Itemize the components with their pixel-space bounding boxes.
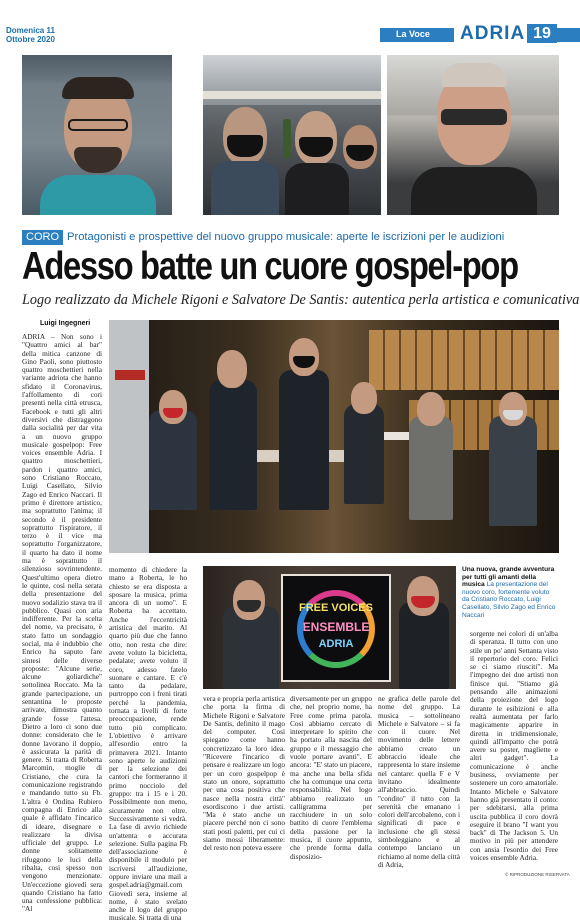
logo-poster-photo bbox=[203, 566, 456, 689]
logo-line-2: ENSEMBLE bbox=[302, 620, 370, 634]
body-column-5: ne grafica delle parole del nome del gruppo. La musica – sottolineano Michele e Salvatore – si fa con il cuore. Nel movimento delle lettere abbiamo creato un abbraccio ideale che rappresenta lo stare insieme nel cantare: quella F e V invitano idealmente all'abbraccio. Quindi "condito" il tutto con la serenità che emanano i colori dell'arcobaleno, con i significati di pace e inclusione che gli stessi simboleggiano e al contempo lanciano un richiamo al nome della città di Adria, bbox=[378, 694, 460, 869]
body-column-6: sorgente nei colori di un'alba di speranza. Il tutto con uno stile un po' anni Settanta visto il repertorio del coro. Felici se ci siamo riusciti". Ma l'impegno dei due artisti non finisce qui. "Stiamo già pensando alle animazioni della proiezione del logo durante le esibizioni e alla realtà aumentata per farlo magicamente apparire in diretta in tridimensionale, quindi all'impatto che potrà avere su poster, magliette e altri gadget". La comunicazione è anche business, ovviamente per sostenere un coro amatoriale. Intanto Michele e Salvatore hanno già presentato il conto: per sdebitarsi, alla prima uscita pubblica il coro dovrà eseguire il brano "I want you back" di The Jackson 5. Un motivo in più per attendere con ansia l'esordio dei Free voices ensemble Adria. bbox=[470, 629, 558, 863]
headline: Adesso batte un cuore gospel-pop bbox=[22, 245, 518, 288]
subheadline: Logo realizzato da Michele Rigoni e Salvatore De Santis: autentica perla artistica e comunicativa bbox=[22, 292, 580, 308]
body-column-1: ADRIA – Non sono i "Quattro amici al bar" della mitica canzone di Gino Paoli, sono piuttosto quattro moschettieri nella variante adriota che hanno sfidato il Coronavirus, l'affollamento di cori presenti nella città etrusca, Facebook e tutti gli altri diversivi che distraggono dalla socialità per dar vita a un nuovo gruppo musicale gospelpop: Free voices ensemble Adria. I quattro moschettieri, pardon i quattro amici, sono Cristiano Roccato, Luigi Casellato, Silvio Zago ed Enrico Naccari. Il primo è direttore artistico, ma soprattutto l'anima; il secondo è il presidente soprattutto l'ispiratore, il terzo è il vice ma soprattutto l'organizzatore, il quarto ha dato il nome ma è soprattutto il silenzioso sovrintendente. Quest'ultimo opera dietro le quinte, così nella serata della presentazione del nuovo sodalizio stava tra il pubblico. Quasi con aria indifferente. Per la scelta del nome, va precisato, è stato fatto un sondaggio social, ma è indubbio che Enrico ha saputo fare sintesi delle diverse proposte: "Alcune serie, alcune goliardiche" sottolinea Roccato. Ma la grande partecipazione, un sentantina le proposte arrivate, dimostra quanto grande fosse l'attesa. Dietro a loro ci sono due donne: considerato che le donne lavorano il doppio, è assicurata la parità di genere. Si tratta di Roberta Marcomin, moglie di Cristiano, che cura la comunicazione registrando e mandando tutto su Fb. L'altra è Ondina Rubiero compagna di Enrico alla quale è affidato l'incarico di ideare, disegnare e realizzare la divisa ufficiale del gruppo. Le donne solitamente rifuggono le luci della ribalta, così spesso non vengono menzionate. Un'eccezione giovedì sera quando Cristiano ha fatto una confessione pubblica: "Al bbox=[22, 332, 102, 914]
copyright-notice: © RIPRODUZIONE RISERVATA bbox=[505, 872, 570, 877]
photo-caption bbox=[462, 566, 558, 619]
article-kicker bbox=[22, 229, 504, 245]
caption-title: Una nuova, grande avventura per tutti gli amanti della musica bbox=[462, 566, 555, 589]
kicker-text: Protagonisti e prospettive del nuovo gruppo musicale: aperte le iscrizioni per le audizioni bbox=[67, 231, 505, 243]
body-column-3: vera e propria perla artistica che porta la firma di Michele Rigoni e Salvatore De Santis, definito il mago del computer. Così spiegano come hanno concretizzato la loro idea. "Ricevere l'incarico di pensare e realizzare un logo per un coro gospelpop è stato un onore, soprattutto per una cosa positiva che nasce nella nostra città" esordiscono i due artisti. "Ma è stato anche un piacere perché non ci sono stati posti paletti, per cui ci siamo mossi liberamente: del resto non poteva essere bbox=[203, 694, 285, 853]
section-tag: CORO bbox=[22, 230, 63, 245]
body-column-4: diversamente per un gruppo che, nel proprio nome, ha Free come prima parola. Così abbiamo cercato di interpretare lo spirito che ha portato alla nascita del gruppo e il messaggio che vuole portare avanti". E ancora: "E' stato un piacere, ma anche una bella sfida che ha comunque una certa responsabilità. Nel logo abbiamo realizzato un calligramma per racchiudere in un solo battito di cuore l'emblema della passione per la musica, il cuore appunto, che prende forma dalla disposizio- bbox=[290, 694, 372, 861]
body-column-2: momento di chiedere la mano a Roberta, le ho chiesto se era disposta a sposare la musica, prima ancora di un uomo". E Roberta ha accettato. Anche l'eccentricità artistica del marito. Al quarto più due che fanno otto, non resta che dire: avete voluto la bicicletta, pedalate; avete voluto il coro, adesso fatelo suonare e cantare. E c'è tanto da pedalare, purtroppo con i freni tirati perché la pandemia, tornata a livelli di forte preoccupazione, rende tutto più complicato. L'obiettivo è arrivare all'esordio entro la primavera 2021. Intanto sono aperte le audizioni per la selezione dei cantori che formeranno il primo nocciolo del gruppo: tra i 15 e i 20. Possibilmente non meno, sicuramente non oltre. Successivamente si vedrà. La fase di avvio richiede un'attenta e accurata selezione. Sulla pagina Fb dell'associazione è disponibile il modulo per iscriversi all'audizione, oppure inviare una mail a gospel.adria@gmail.com Giovedì sera, insieme al nome, è stato svelato anche il logo del gruppo musicale. Si tratta di una bbox=[109, 565, 187, 923]
page-number: 19 bbox=[527, 24, 557, 43]
free-voices-logo bbox=[281, 574, 391, 682]
page-header bbox=[0, 0, 580, 44]
issue-date: Domenica 11 Ottobre 2020 bbox=[6, 26, 55, 44]
event-photo bbox=[109, 320, 559, 553]
newspaper-name: La Voce bbox=[396, 29, 430, 39]
group-photo-top bbox=[203, 55, 381, 215]
logo-line-3: ADRIA bbox=[318, 638, 354, 650]
byline: Luigi Ingegneri bbox=[40, 320, 91, 327]
logo-line-1: FREE VOICES bbox=[299, 602, 373, 614]
portrait-photo-right bbox=[387, 55, 559, 215]
caption-body: La presentazione del nuovo coro, fortemente voluto da Cristiano Roccato, Luigi Casellato, Silvio Zago ed Enrico Naccari bbox=[462, 581, 556, 619]
portrait-photo-left bbox=[22, 55, 172, 215]
section-city: ADRIA bbox=[454, 23, 531, 45]
